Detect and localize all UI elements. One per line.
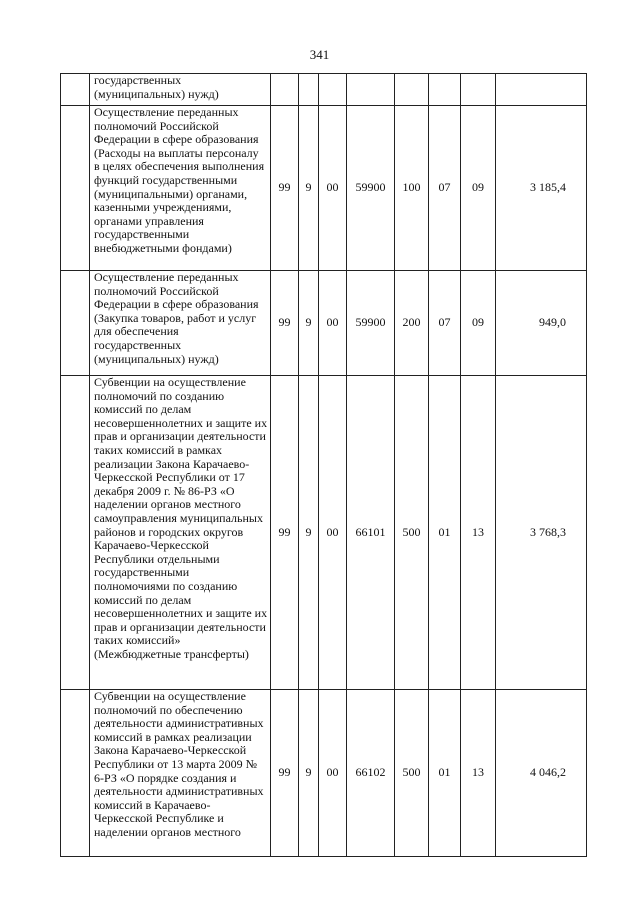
- description-cell: [90, 106, 271, 271]
- description-line: реализации Закона Карачаево-: [94, 456, 250, 471]
- description-line: несовершеннолетних и защите их: [94, 415, 268, 430]
- description-line: Осуществление переданных: [94, 105, 239, 119]
- description-line: таких комиссий в рамках: [94, 442, 223, 457]
- description-line: комиссий по делам: [94, 592, 192, 607]
- blank-cell: [61, 74, 90, 106]
- code-cell: 99: [271, 376, 299, 690]
- subsection-cell: 09: [461, 271, 496, 376]
- description-line: функций государственными: [94, 172, 238, 187]
- description-cell: [90, 271, 271, 376]
- description-line: самоуправления муниципальных: [94, 510, 263, 525]
- code-cell: 00: [319, 690, 347, 857]
- blank-cell: [61, 376, 90, 690]
- subsection-cell: [461, 74, 496, 106]
- code-cell: 59900: [347, 106, 395, 271]
- code-cell: [299, 74, 319, 106]
- section-cell: 01: [429, 376, 461, 690]
- subsection-cell: 13: [461, 690, 496, 857]
- subsection-cell: 09: [461, 106, 496, 271]
- description-line: Черкесской Республике и: [94, 811, 224, 826]
- description-line: декабря 2009 г. № 86-РЗ «О: [94, 483, 235, 498]
- description-line: полномочиями по созданию: [94, 578, 238, 593]
- budget-table: [60, 73, 587, 857]
- description-line: комиссий по делам: [94, 402, 192, 417]
- description-line: Республики от 13 марта 2009 №: [94, 756, 258, 771]
- code-cell: 100: [395, 106, 429, 271]
- blank-cell: [61, 690, 90, 857]
- description-line: внебюджетными фондами): [94, 240, 232, 255]
- table-row: [61, 106, 587, 271]
- code-cell: [271, 74, 299, 106]
- amount-cell: 949,0: [496, 271, 587, 376]
- description-line: (Межбюджетные трансферты): [94, 646, 249, 661]
- code-cell: 00: [319, 271, 347, 376]
- description-line: казенными учреждениями,: [94, 200, 232, 215]
- description-line: для обеспечения: [94, 324, 179, 339]
- code-cell: 66102: [347, 690, 395, 857]
- code-cell: 500: [395, 690, 429, 857]
- description-line: районов и городских округов: [94, 524, 244, 539]
- description-line: Субвенции на осуществление: [94, 375, 246, 389]
- code-cell: 9: [299, 690, 319, 857]
- description-line: государственных: [94, 337, 182, 352]
- description-line: несовершеннолетних и защите их: [94, 606, 268, 621]
- code-cell: 00: [319, 106, 347, 271]
- amount-cell: 4 046,2: [496, 690, 587, 857]
- description-cell: [90, 690, 271, 857]
- description-line: (муниципальными) органами,: [94, 186, 248, 201]
- description-line: прав и организации деятельности: [94, 619, 266, 634]
- section-cell: 07: [429, 106, 461, 271]
- description-line: в целях обеспечения выполнения: [94, 159, 265, 174]
- code-cell: 9: [299, 106, 319, 271]
- code-cell: 99: [271, 271, 299, 376]
- table-row: [61, 271, 587, 376]
- description-line: Закона Карачаево-Черкесской: [94, 743, 247, 758]
- code-cell: 99: [271, 106, 299, 271]
- table-row: [61, 690, 587, 857]
- description-line: деятельности административных: [94, 716, 264, 731]
- code-cell: 66101: [347, 376, 395, 690]
- description-line: (муниципальных) нужд): [94, 351, 219, 366]
- description-line: деятельности административных: [94, 784, 264, 799]
- description-line: Осуществление переданных: [94, 270, 239, 284]
- table-row: [61, 74, 587, 106]
- description-line: (Закупка товаров, работ и услуг: [94, 310, 257, 325]
- code-cell: [347, 74, 395, 106]
- description-line: таких комиссий»: [94, 633, 181, 648]
- code-cell: 99: [271, 690, 299, 857]
- section-cell: 07: [429, 271, 461, 376]
- description-line: наделении органов местного: [94, 824, 241, 839]
- section-cell: 01: [429, 690, 461, 857]
- amount-cell: [496, 74, 587, 106]
- description-line: полномочий Российской: [94, 118, 219, 133]
- description-line: 6-РЗ «О порядке создания и: [94, 770, 237, 785]
- amount-cell: 3 185,4: [496, 106, 587, 271]
- table-row: [61, 376, 587, 690]
- description-line: комиссий в Карачаево-: [94, 797, 211, 812]
- blank-cell: [61, 271, 90, 376]
- description-line: Федерации в сфере образования: [94, 297, 259, 312]
- description-line: (муниципальных) нужд): [94, 86, 219, 101]
- code-cell: 59900: [347, 271, 395, 376]
- description-line: Черкесской Республики от 17: [94, 470, 245, 485]
- description-line: полномочий по созданию: [94, 388, 225, 403]
- description-line: полномочий по обеспечению: [94, 702, 243, 717]
- code-cell: 00: [319, 376, 347, 690]
- description-line: полномочий Российской: [94, 283, 219, 298]
- code-cell: 9: [299, 376, 319, 690]
- code-cell: [395, 74, 429, 106]
- description-line: Федерации в сфере образования: [94, 132, 259, 147]
- code-cell: [319, 74, 347, 106]
- description-line: Республики отдельными: [94, 551, 220, 566]
- description-cell: [90, 74, 271, 106]
- code-cell: 500: [395, 376, 429, 690]
- code-cell: 200: [395, 271, 429, 376]
- blank-cell: [61, 106, 90, 271]
- description-line: государственными: [94, 227, 190, 242]
- section-cell: [429, 74, 461, 106]
- description-line: комиссий в рамках реализации: [94, 729, 252, 744]
- code-cell: 9: [299, 271, 319, 376]
- description-line: Субвенции на осуществление: [94, 689, 246, 703]
- description-cell: [90, 376, 271, 690]
- description-line: государственными: [94, 565, 190, 580]
- description-line: органами управления: [94, 213, 204, 228]
- subsection-cell: 13: [461, 376, 496, 690]
- page-number: 341: [309, 47, 330, 62]
- amount-cell: 3 768,3: [496, 376, 587, 690]
- description-line: государственных: [94, 73, 182, 87]
- description-line: Карачаево-Черкесской: [94, 538, 209, 553]
- description-line: (Расходы на выплаты персоналу: [94, 145, 259, 160]
- description-line: прав и организации деятельности: [94, 429, 266, 444]
- description-line: наделении органов местного: [94, 497, 241, 512]
